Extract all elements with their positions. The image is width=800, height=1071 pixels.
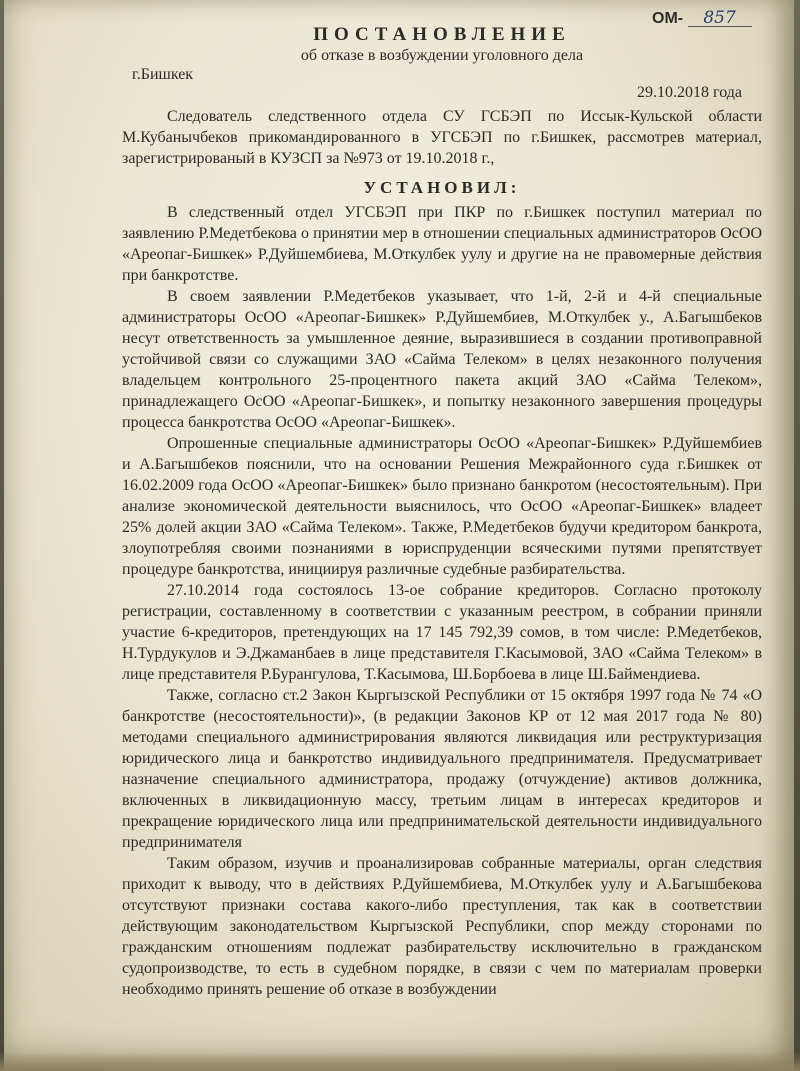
intro-paragraph: Следователь следственного отдела СУ ГСБЭП по Иссык-Кульской области М.Кубанычбеков прикомандированного в УГСБЭП по г.Бишкек, рассмотрев материал, зарегистрированый в КУЗСП за №973 от 19.10.2018 г.,	[122, 108, 762, 167]
place-date-row	[122, 66, 762, 106]
paragraph: 27.10.2014 года состоялось 13-ое собрание кредиторов. Согласно протоколу регистрации, составленному в соответствии с указанным реестром, в собрании приняли участие 6-кредиторов, претендующих на 17 145 792,39 сомов, в том числе: Р.Медетбеков, Н.Турдукулов и Э.Джаманбаев в лице представителя Г.Касымовой, ЗАО «Сайма Телеком» в лице представителя Р.Бурангулова, Т.Касымова, Ш.Борбоева в лице Ш.Баймендиева.	[122, 582, 762, 683]
document-body	[122, 106, 762, 1000]
document-number-prefix: ОМ-	[652, 10, 684, 27]
table-surface	[0, 1052, 800, 1071]
document-title: ПОСТАНОВЛЕНИЕ	[313, 24, 571, 45]
paragraph: В своем заявлении Р.Медетбеков указывает, что 1-й, 2-й и 4-й специальные администраторы ОсОО «Ареопаг-Бишкек» Р.Дуйшембиев, М.Откулбек у., А.Багышбеков несут ответственность за умышленное деяние, выразившиеся в создании противоправной устойчивой связи со служащими ЗАО «Сайма Телеком» в целях незаконного получения владельцем контрольного 25-процентного пакета акций ЗАО «Сайма Телеком», принадлежащего ОсОО «Ареопаг-Бишкек», и попытку незаконного завершения процедуры процесса банкротства ОсОО «Ареопаг-Бишкек».	[122, 288, 762, 431]
handwritten-number: 857	[688, 10, 752, 27]
paragraph: Также, согласно ст.2 Закон Кыргызской Республики от 15 октября 1997 года № 74 «О банкротстве (несостоятельности)», (в редакции Законов КР от 12 мая 2017 года № 80) методами специального администрирования являются ликвидация или реструктуризация юридического лица и банкротство индивидуального предпринимателя. Предусматривает назначение специального администратора, продажу (отчуждение) активов должника, включенных в ликвидационную массу, третьим лицам в интересах кредиторов и прекращение юридического лица или предпринимательской деятельности индивидуального предпринимателя	[122, 687, 762, 851]
document-date: 29.10.2018 года	[637, 84, 742, 101]
section-heading: УСТАНОВИЛ:	[363, 178, 521, 197]
document-page	[122, 14, 762, 1000]
paragraph: В следственный отдел УГСБЭП при ПКР по г.Бишкек поступил материал по заявлению Р.Медетбекова о принятии мер в отношении специальных администраторов ОсОО «Ареопаг-Бишкек» Р.Дуйшембиева, М.Откулбек уулу и другие на не правомерные действия при банкротстве.	[122, 204, 762, 284]
paragraph: Таким образом, изучив и проанализировав собранные материалы, орган следствия приходит к выводу, что в действиях Р.Дуйшембиева, М.Откулбек уулу и А.Багышбекова отсутствуют признаки состава какого-либо преступления, так как в соответствии действующим законодательством Кыргызской Республики, спор между сторонами по гражданским отношениям подлежат разбирательству исключительно в гражданском судопроизводстве, то есть в судебном порядке, в связи с чем по материалам проверки необходимо принять решение об отказе в возбуждении	[122, 855, 762, 998]
city: г.Бишкек	[132, 66, 194, 83]
document-subtitle: об отказе в возбуждении уголовного дела	[300, 47, 584, 64]
paragraph: Опрошенные специальные администраторы ОсОО «Ареопаг-Бишкек» Р.Дуйшембиев и А.Багышбеков пояснили, что на основании Решения Межрайонного суда г.Бишкек от 16.02.2009 года ОсОО «Ареопаг-Бишкек» было признано банкротом (несостоятельным). При анализе экономической деятельности выяснилось, что ОсОО «Ареопаг-Бишкек» владеет 25% долей акции ЗАО «Сайма Телеком». Также, Р.Медетбеков будучи кредитором банкрота, злоупотребляя своими познаниями в юриспруденции всяческими путями препятствует процедуре банкротства, инициируя различные судебные разбирательства.	[122, 435, 762, 578]
document-sheet	[4, 0, 794, 1071]
